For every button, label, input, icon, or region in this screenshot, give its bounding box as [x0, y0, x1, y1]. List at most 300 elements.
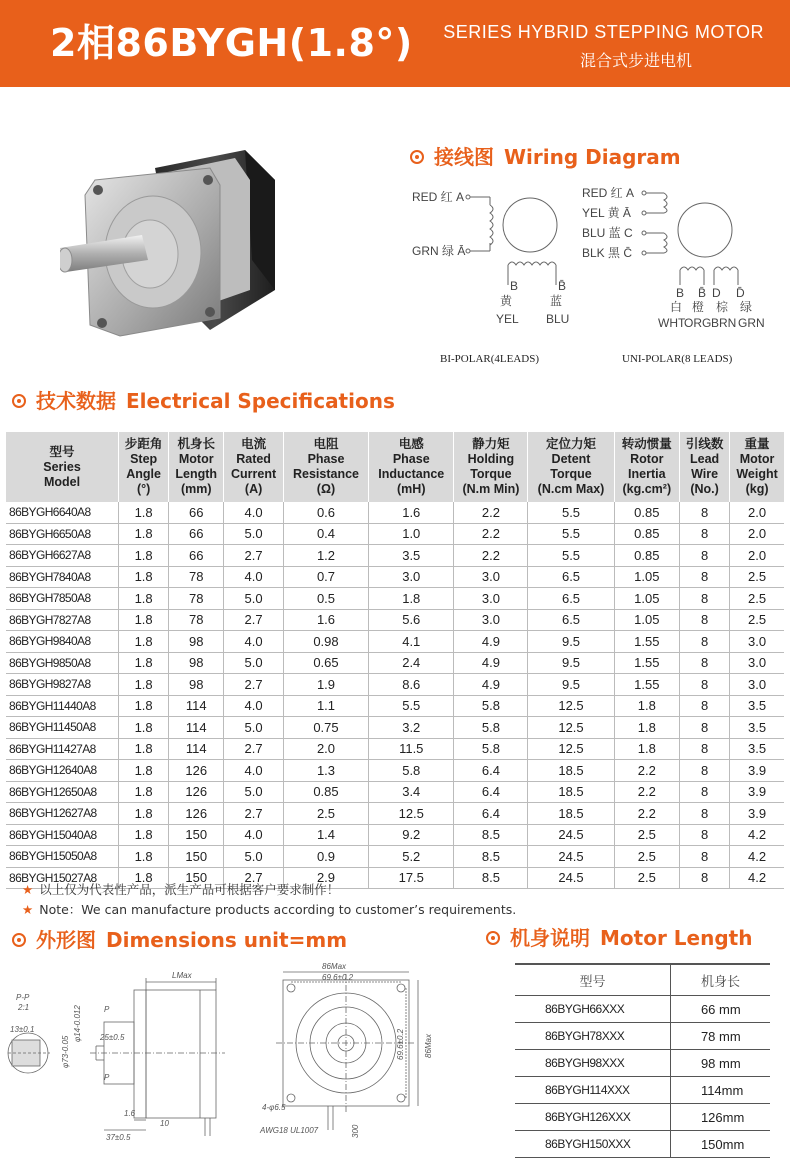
- table-row: [6, 695, 784, 717]
- spec-cell: 114: [169, 695, 224, 717]
- series-title-cn: 混合式步进电机: [580, 51, 693, 70]
- model-cell: 86BYGH11450A8: [6, 717, 119, 739]
- spec-cell: 1.4: [283, 824, 368, 846]
- spec-col-header-en: Motor: [178, 452, 214, 466]
- spec-cell: 2.5: [283, 803, 368, 825]
- spec-cell: 0.85: [614, 545, 680, 567]
- table-row: [6, 717, 784, 739]
- unipolar-cn-org: 橙: [692, 300, 705, 314]
- spec-col-header-en: Model: [43, 474, 81, 489]
- table-row: [6, 760, 784, 782]
- spec-col-header-en: Resistance: [292, 467, 359, 481]
- spec-col-header-cn: 电阻: [313, 437, 339, 451]
- spec-cell: 2.7: [224, 738, 284, 760]
- spec-cell: 4.0: [224, 824, 284, 846]
- model-cell: 86BYGH15050A8: [6, 846, 119, 868]
- unipolar-pin-d-bar: D̄: [736, 286, 745, 300]
- dim-p-top: P: [104, 1005, 110, 1014]
- spec-cell: 78: [169, 609, 224, 631]
- bipolar-en-yel: YEL: [496, 312, 519, 326]
- spec-col-header-cn: 步距角: [124, 437, 163, 451]
- spec-cell: 2.2: [454, 502, 528, 523]
- spec-col-header-en: Lead: [690, 452, 720, 466]
- spec-col-header: [169, 432, 224, 502]
- spec-cell: 150: [169, 846, 224, 868]
- spec-cell: 11.5: [369, 738, 454, 760]
- spec-cell: 8: [680, 846, 730, 868]
- dim-awg: AWG18 UL1007: [260, 1126, 319, 1135]
- spec-cell: 150: [169, 824, 224, 846]
- spec-cell: 1.3: [283, 760, 368, 782]
- length-table-body: [515, 996, 770, 1158]
- spec-cell: 2.0: [283, 738, 368, 760]
- spec-header-row: [6, 432, 784, 502]
- dim-w69: 69.6±0.2: [322, 973, 354, 982]
- length-value-cell: 114mm: [670, 1077, 770, 1104]
- spec-cell: 1.8: [119, 824, 169, 846]
- page-title: 2相86BYGH(1.8°): [50, 21, 413, 65]
- unipolar-pin-b-bar: B̄: [698, 286, 707, 300]
- electrical-spec-table: [6, 432, 784, 889]
- spec-col-header-en: (A): [244, 482, 263, 496]
- spec-cell: 3.9: [730, 803, 784, 825]
- spec-cell: 24.5: [528, 867, 614, 889]
- spec-cell: 98: [169, 631, 224, 653]
- spec-cell: 3.0: [369, 566, 454, 588]
- spec-col-header-en: (N.m Min): [462, 482, 520, 496]
- spec-col-header-cn: 引线数: [685, 437, 724, 451]
- table-row: [515, 1104, 770, 1131]
- spec-cell: 6.4: [454, 803, 528, 825]
- spec-cell: 18.5: [528, 803, 614, 825]
- series-title-en: SERIES HYBRID STEPPING MOTOR: [443, 22, 764, 42]
- dim-holes: 4-φ6.5: [262, 1103, 286, 1112]
- spec-col-header-en: Detent: [551, 452, 591, 466]
- spec-cell: 78: [169, 566, 224, 588]
- spec-cell: 6.4: [454, 760, 528, 782]
- spec-cell: 5.8: [454, 695, 528, 717]
- spec-cell: 5.8: [454, 717, 528, 739]
- spec-col-header-en: Holding: [467, 452, 515, 466]
- table-row: [6, 652, 784, 674]
- unipolar-label-a-bar: YEL 黄 Ā: [582, 206, 631, 220]
- spec-cell: 4.9: [454, 652, 528, 674]
- motor-length-table: [515, 963, 770, 1158]
- bipolar-en-blu: BLU: [546, 312, 570, 326]
- spec-cell: 2.2: [614, 781, 680, 803]
- spec-col-header-en: (Ω): [316, 482, 336, 496]
- spec-col-header-cn: 转动惯量: [621, 437, 672, 451]
- motor-length-section-title: 机身说明 Motor Length: [486, 922, 752, 951]
- spec-cell: 6.4: [454, 781, 528, 803]
- spec-cell: 114: [169, 717, 224, 739]
- spec-cell: 1.8: [119, 738, 169, 760]
- spec-cell: 1.6: [283, 609, 368, 631]
- spec-cell: 5.5: [528, 523, 614, 545]
- length-value-cell: 98 mm: [670, 1050, 770, 1077]
- spec-col-header: [528, 432, 614, 502]
- model-cell: 86BYGH6650A8: [6, 523, 119, 545]
- bipolar-pin-b: B: [510, 279, 519, 293]
- spec-cell: 5.2: [369, 846, 454, 868]
- table-row: [515, 1023, 770, 1050]
- spec-cell: 1.55: [614, 674, 680, 696]
- spec-cell: 0.75: [283, 717, 368, 739]
- spec-col-header-cn: 静力矩: [472, 437, 510, 451]
- dim-flat: 13±0.1: [10, 1025, 35, 1034]
- spec-cell: 1.6: [369, 502, 454, 523]
- spec-cell: 5.8: [369, 760, 454, 782]
- spec-cell: 2.2: [614, 803, 680, 825]
- spec-cell: 4.0: [224, 695, 284, 717]
- spec-cell: 2.5: [730, 609, 784, 631]
- table-row: [6, 631, 784, 653]
- spec-cell: 3.0: [454, 609, 528, 631]
- spec-cell: 1.55: [614, 631, 680, 653]
- spec-cell: 1.8: [119, 609, 169, 631]
- spec-cell: 1.8: [614, 695, 680, 717]
- spec-cell: 8: [680, 674, 730, 696]
- spec-cell: 2.5: [614, 867, 680, 889]
- dimensions-section-title: 外形图 Dimensions unit=mm: [12, 924, 347, 953]
- table-row: [515, 996, 770, 1023]
- unipolar-cn-wht: 白: [670, 300, 683, 314]
- dim-1-6: 1.6: [124, 1109, 136, 1118]
- length-model-cell: 86BYGH150XXX: [515, 1131, 670, 1158]
- spec-col-header-en: (No.): [690, 482, 719, 496]
- spec-cell: 0.85: [283, 781, 368, 803]
- spec-cell: 9.5: [528, 631, 614, 653]
- dim-ratio: 2:1: [18, 1003, 30, 1012]
- length-header-model: 型号: [515, 964, 670, 996]
- spec-cell: 8: [680, 803, 730, 825]
- bullet-icon: [410, 150, 424, 164]
- spec-cell: 2.7: [224, 867, 284, 889]
- model-cell: 86BYGH7840A8: [6, 566, 119, 588]
- spec-cell: 1.05: [614, 609, 680, 631]
- spec-table-body: [6, 502, 784, 889]
- spec-col-header-en: Phase: [307, 452, 345, 466]
- spec-col-header-en: Angle: [126, 467, 161, 481]
- spec-col-header-en: Rotor: [630, 452, 664, 466]
- spec-cell: 1.8: [369, 588, 454, 610]
- spec-col-header-en: Series: [43, 459, 81, 474]
- bipolar-label-a-bar: GRN 绿 Ā: [412, 244, 466, 258]
- unipolar-cn-grn: 绿: [740, 300, 753, 314]
- spec-col-header-en: Inductance: [378, 467, 445, 481]
- spec-col-header-cn: 机身长: [177, 437, 215, 451]
- dim-lead: 300: [351, 1124, 360, 1138]
- spec-cell: 1.0: [369, 523, 454, 545]
- motor-photo: [60, 140, 300, 345]
- dim-dia73: φ73-0.05: [61, 1035, 70, 1068]
- spec-cell: 18.5: [528, 760, 614, 782]
- spec-cell: 3.0: [730, 631, 784, 653]
- bullet-icon: [486, 931, 500, 945]
- length-model-cell: 86BYGH114XXX: [515, 1077, 670, 1104]
- bipolar-cn-yel: 黄: [500, 294, 513, 308]
- spec-cell: 8: [680, 717, 730, 739]
- spec-cell: 2.2: [614, 760, 680, 782]
- model-cell: 86BYGH9827A8: [6, 674, 119, 696]
- spec-cell: 8: [680, 695, 730, 717]
- spec-cell: 0.6: [283, 502, 368, 523]
- unipolar-en-brn: BRN: [711, 316, 737, 330]
- dimensions-drawing: [0, 960, 470, 1145]
- spec-cell: 2.5: [614, 846, 680, 868]
- note-cn: ★ 以上仅为代表性产品，派生产品可根据客户要求制作！: [22, 882, 340, 897]
- spec-col-header-en: Length: [175, 467, 218, 481]
- spec-cell: 3.4: [369, 781, 454, 803]
- spec-col-header-en: Rated: [236, 452, 271, 466]
- dim-pp: P-P: [16, 993, 30, 1002]
- spec-col-header-cn: 电流: [241, 437, 267, 451]
- spec-cell: 3.5: [730, 717, 784, 739]
- electrical-section-title: 技术数据 Electrical Specifications: [12, 385, 395, 414]
- spec-cell: 9.2: [369, 824, 454, 846]
- spec-col-header-en: Torque: [470, 467, 512, 481]
- spec-cell: 1.05: [614, 588, 680, 610]
- spec-cell: 1.8: [119, 781, 169, 803]
- spec-cell: 8.5: [454, 867, 528, 889]
- spec-cell: 6.5: [528, 588, 614, 610]
- spec-col-header-en: Weight: [736, 467, 778, 481]
- spec-cell: 78: [169, 588, 224, 610]
- spec-col-header: [614, 432, 680, 502]
- spec-cell: 9.5: [528, 652, 614, 674]
- spec-cell: 3.5: [730, 738, 784, 760]
- spec-cell: 5.0: [224, 846, 284, 868]
- dim-len25: 25±0.5: [100, 1033, 125, 1042]
- spec-cell: 2.0: [730, 502, 784, 523]
- length-model-cell: 86BYGH66XXX: [515, 996, 670, 1023]
- spec-col-header-en: (°): [136, 482, 151, 496]
- spec-cell: 12.5: [528, 717, 614, 739]
- spec-cell: 6.5: [528, 566, 614, 588]
- model-cell: 86BYGH11427A8: [6, 738, 119, 760]
- spec-cell: 12.5: [528, 738, 614, 760]
- spec-cell: 8: [680, 609, 730, 631]
- spec-cell: 2.2: [454, 545, 528, 567]
- spec-cell: 8.5: [454, 824, 528, 846]
- spec-cell: 5.0: [224, 588, 284, 610]
- spec-cell: 8: [680, 502, 730, 523]
- spec-cell: 4.2: [730, 846, 784, 868]
- spec-cell: 2.5: [730, 588, 784, 610]
- spec-col-header-en: Step: [130, 452, 158, 466]
- table-row: [6, 566, 784, 588]
- spec-cell: 1.8: [119, 523, 169, 545]
- spec-cell: 6.5: [528, 609, 614, 631]
- spec-col-header-cn: 重量: [744, 437, 770, 451]
- model-cell: 86BYGH12640A8: [6, 760, 119, 782]
- dim-h86: 86Max: [424, 1033, 433, 1058]
- notes: [22, 880, 516, 920]
- table-row: [6, 846, 784, 868]
- table-row: [515, 1131, 770, 1158]
- spec-cell: 4.0: [224, 566, 284, 588]
- spec-cell: 1.8: [119, 502, 169, 523]
- bipolar-label-a: RED 红 A: [412, 190, 465, 204]
- table-row: [6, 781, 784, 803]
- spec-cell: 2.0: [730, 523, 784, 545]
- spec-cell: 1.8: [119, 760, 169, 782]
- table-row: [6, 523, 784, 545]
- spec-col-header: [224, 432, 284, 502]
- spec-cell: 3.5: [369, 545, 454, 567]
- bullet-icon: [12, 933, 26, 947]
- unipolar-en-wht: WHT: [658, 316, 686, 330]
- spec-cell: 4.1: [369, 631, 454, 653]
- spec-col-header-en: (mH): [397, 482, 426, 496]
- spec-cell: 8.5: [454, 846, 528, 868]
- spec-cell: 1.8: [614, 738, 680, 760]
- spec-cell: 1.8: [614, 717, 680, 739]
- spec-cell: 1.1: [283, 695, 368, 717]
- length-header-row: [515, 964, 770, 996]
- spec-cell: 8: [680, 523, 730, 545]
- model-cell: 86BYGH11440A8: [6, 695, 119, 717]
- spec-cell: 1.8: [119, 867, 169, 889]
- spec-cell: 4.0: [224, 631, 284, 653]
- unipolar-pin-b: B: [676, 286, 685, 300]
- spec-cell: 1.05: [614, 566, 680, 588]
- spec-cell: 1.8: [119, 803, 169, 825]
- spec-col-header-en: Motor: [739, 452, 775, 466]
- bipolar-pin-b-bar: B̄: [558, 279, 567, 293]
- spec-cell: 1.9: [283, 674, 368, 696]
- spec-cell: 2.7: [224, 803, 284, 825]
- spec-col-header-cn: 定位力矩: [546, 437, 597, 451]
- spec-cell: 98: [169, 652, 224, 674]
- length-model-cell: 86BYGH126XXX: [515, 1104, 670, 1131]
- spec-cell: 2.2: [454, 523, 528, 545]
- spec-cell: 1.8: [119, 631, 169, 653]
- spec-cell: 3.2: [369, 717, 454, 739]
- spec-cell: 8: [680, 824, 730, 846]
- table-row: [515, 1077, 770, 1104]
- spec-cell: 24.5: [528, 846, 614, 868]
- dim-p-bot: P: [104, 1073, 110, 1082]
- table-row: [6, 609, 784, 631]
- dim-10: 10: [160, 1119, 169, 1128]
- spec-cell: 114: [169, 738, 224, 760]
- spec-cell: 8: [680, 781, 730, 803]
- spec-col-header: [454, 432, 528, 502]
- model-cell: 86BYGH15027A8: [6, 867, 119, 889]
- spec-cell: 0.85: [614, 502, 680, 523]
- wiring-section-title: 接线图 Wiring Diagram: [410, 141, 681, 170]
- spec-col-header: [680, 432, 730, 502]
- spec-cell: 2.7: [224, 609, 284, 631]
- spec-cell: 0.9: [283, 846, 368, 868]
- spec-col-header-en: Wire: [691, 467, 719, 481]
- spec-cell: 8: [680, 588, 730, 610]
- spec-cell: 0.5: [283, 588, 368, 610]
- spec-cell: 4.9: [454, 631, 528, 653]
- spec-cell: 4.2: [730, 867, 784, 889]
- spec-cell: 2.0: [730, 545, 784, 567]
- spec-cell: 66: [169, 545, 224, 567]
- spec-cell: 2.5: [730, 566, 784, 588]
- spec-cell: 8: [680, 566, 730, 588]
- spec-cell: 3.9: [730, 760, 784, 782]
- spec-cell: 1.8: [119, 566, 169, 588]
- spec-cell: 9.5: [528, 674, 614, 696]
- length-model-cell: 86BYGH98XXX: [515, 1050, 670, 1077]
- spec-col-header: [6, 432, 119, 502]
- length-value-cell: 66 mm: [670, 996, 770, 1023]
- table-row: [6, 738, 784, 760]
- spec-cell: 8: [680, 867, 730, 889]
- table-row: [6, 803, 784, 825]
- spec-col-header: [369, 432, 454, 502]
- dim-dia14: φ14-0.012: [73, 1005, 82, 1042]
- star-icon: ★: [22, 902, 34, 917]
- spec-cell: 3.0: [730, 652, 784, 674]
- spec-cell: 5.5: [528, 545, 614, 567]
- spec-cell: 126: [169, 760, 224, 782]
- spec-cell: 5.0: [224, 717, 284, 739]
- length-header-length: 机身长: [670, 964, 770, 996]
- spec-cell: 0.85: [614, 523, 680, 545]
- model-cell: 86BYGH12627A8: [6, 803, 119, 825]
- spec-cell: 8: [680, 652, 730, 674]
- bullet-icon: [12, 394, 26, 408]
- spec-col-header-en: Torque: [550, 467, 592, 481]
- spec-cell: 24.5: [528, 824, 614, 846]
- spec-cell: 3.5: [730, 695, 784, 717]
- spec-cell: 1.8: [119, 652, 169, 674]
- spec-cell: 150: [169, 867, 224, 889]
- length-value-cell: 126mm: [670, 1104, 770, 1131]
- dim-37: 37±0.5: [106, 1133, 131, 1142]
- table-row: [6, 824, 784, 846]
- spec-cell: 4.2: [730, 824, 784, 846]
- table-row: [6, 674, 784, 696]
- spec-cell: 126: [169, 803, 224, 825]
- spec-col-header-cn: 电感: [398, 437, 424, 451]
- model-cell: 86BYGH9840A8: [6, 631, 119, 653]
- spec-cell: 1.8: [119, 588, 169, 610]
- spec-col-header: [283, 432, 368, 502]
- spec-cell: 66: [169, 523, 224, 545]
- spec-col-header-en: (mm): [180, 482, 212, 496]
- spec-cell: 5.0: [224, 781, 284, 803]
- spec-cell: 1.2: [283, 545, 368, 567]
- spec-cell: 1.55: [614, 652, 680, 674]
- unipolar-cn-brn: 棕: [716, 300, 729, 314]
- spec-cell: 5.0: [224, 523, 284, 545]
- spec-col-header-en: (kg.cm²): [622, 482, 672, 496]
- unipolar-label-c: BLU 蓝 C: [582, 226, 633, 240]
- note-en: ★ Note：We can manufacture products according to customer’s requirements.: [22, 902, 517, 917]
- spec-cell: 8: [680, 545, 730, 567]
- unipolar-en-grn: GRN: [738, 316, 765, 330]
- spec-col-header-en: Inertia: [628, 467, 666, 481]
- spec-cell: 3.0: [454, 588, 528, 610]
- unipolar-pin-d: D: [712, 286, 721, 300]
- dim-lmax: LMax: [172, 971, 192, 980]
- model-cell: 86BYGH7827A8: [6, 609, 119, 631]
- unipolar-caption: UNI-POLAR(8 LEADS): [622, 353, 733, 365]
- spec-col-header-en: (kg): [745, 482, 769, 496]
- spec-cell: 5.5: [528, 502, 614, 523]
- table-row: [6, 545, 784, 567]
- spec-cell: 2.9: [283, 867, 368, 889]
- table-row: [515, 1050, 770, 1077]
- model-cell: 86BYGH15040A8: [6, 824, 119, 846]
